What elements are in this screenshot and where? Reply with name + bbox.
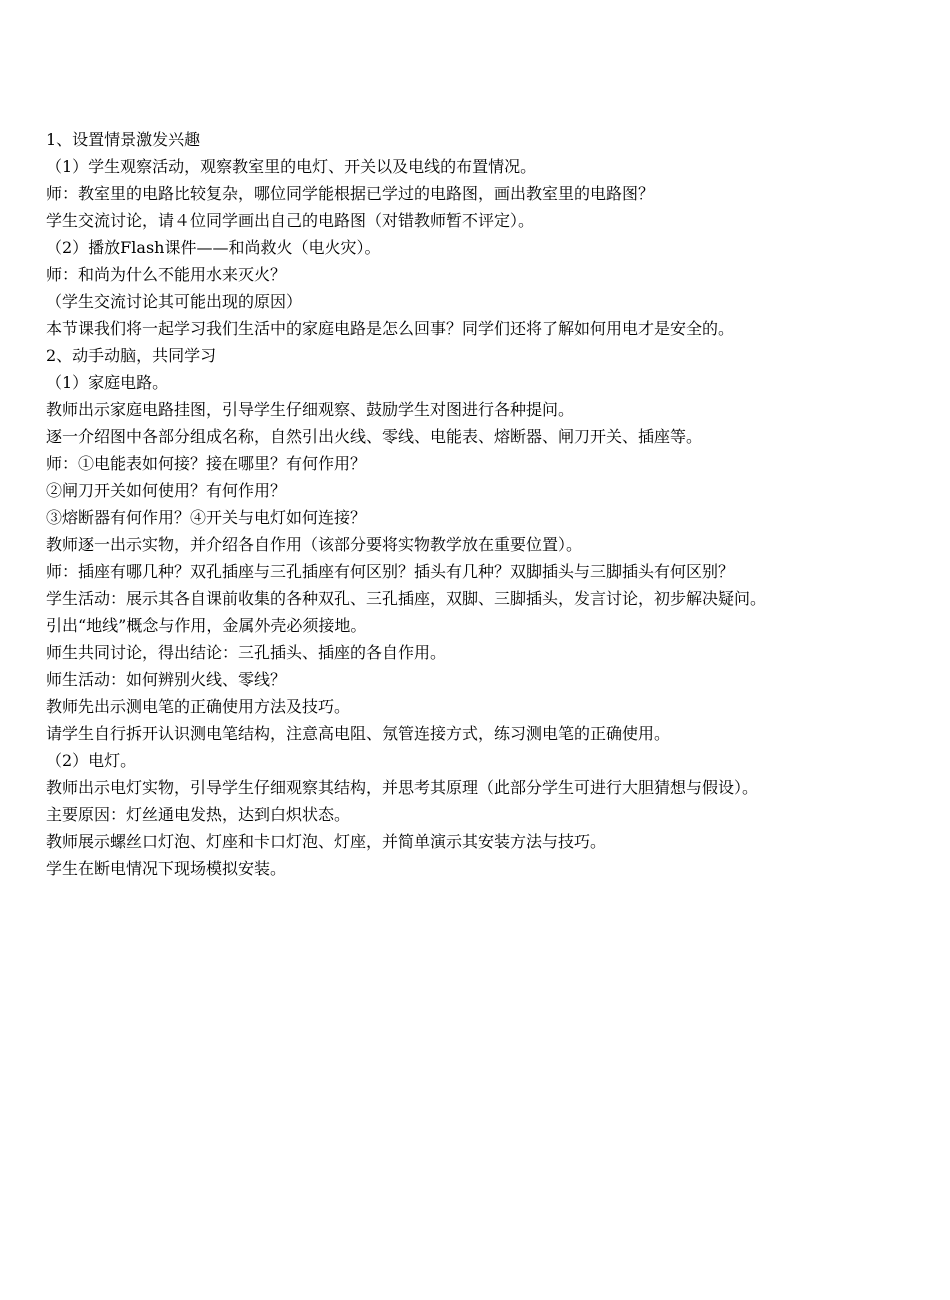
paragraph: 教师出示家庭电路挂图，引导学生仔细观察、鼓励学生对图进行各种提问。: [46, 400, 575, 419]
paragraph: （2）电灯。: [46, 751, 137, 770]
paragraph: 学生交流讨论，请４位同学画出自己的电路图（对错教师暂不评定）。: [46, 211, 535, 230]
paragraph: 学生活动：展示其各自课前收集的各种双孔、三孔插座，双脚、三脚插头，发言讨论，初步解决疑问。: [46, 589, 767, 608]
paragraph: 教师逐一出示实物，并介绍各自作用（该部分要将实物教学放在重要位置）。: [46, 535, 583, 554]
section-heading-1: 1、设置情景激发兴趣: [46, 130, 201, 149]
paragraph: 教师出示电灯实物，引导学生仔细观察其结构，并思考其原理（此部分学生可进行大胆猜想与假设）。: [46, 778, 759, 797]
paragraph: 师：教室里的电路比较复杂，哪位同学能根据已学过的电路图，画出教室里的电路图？: [46, 184, 655, 203]
paragraph: 师：①电能表如何接？接在哪里？有何作用？: [46, 454, 367, 473]
paragraph: 本节课我们将一起学习我们生活中的家庭电路是怎么回事？同学们还将了解如何用电才是安全的。: [46, 319, 735, 338]
document-body: [46, 126, 776, 882]
paragraph: 师：和尚为什么不能用水来灭火？: [46, 265, 287, 284]
paragraph: 主要原因：灯丝通电发热，达到白炽状态。: [46, 805, 351, 824]
paragraph: （学生交流讨论其可能出现的原因）: [46, 292, 303, 311]
section-heading-2: 2、动手动脑，共同学习: [46, 346, 217, 365]
paragraph: 学生在断电情况下现场模拟安装。: [46, 859, 287, 878]
paragraph: 师生活动：如何辨别火线、零线？: [46, 670, 287, 689]
paragraph: （1）家庭电路。: [46, 373, 169, 392]
paragraph: 请学生自行拆开认识测电笔结构，注意高电阻、氖管连接方式，练习测电笔的正确使用。: [46, 724, 671, 743]
paragraph: （2）播放Flash课件——和尚救火（电火灾）。: [46, 238, 381, 257]
paragraph: 师：插座有哪几种？双孔插座与三孔插座有何区别？插头有几种？双脚插头与三脚插头有何区别？: [46, 562, 735, 581]
paragraph: 逐一介绍图中各部分组成名称，自然引出火线、零线、电能表、熔断器、闸刀开关、插座等。: [46, 427, 703, 446]
paragraph: ③熔断器有何作用？④开关与电灯如何连接？: [46, 508, 367, 527]
paragraph: 师生共同讨论，得出结论：三孔插头、插座的各自作用。: [46, 643, 447, 662]
paragraph: 教师先出示测电笔的正确使用方法及技巧。: [46, 697, 351, 716]
paragraph: 教师展示螺丝口灯泡、灯座和卡口灯泡、灯座，并简单演示其安装方法与技巧。: [46, 832, 607, 851]
paragraph: （1）学生观察活动，观察教室里的电灯、开关以及电线的布置情况。: [46, 157, 537, 176]
paragraph: ②闸刀开关如何使用？有何作用？: [46, 481, 287, 500]
paragraph: 引出“地线”概念与作用，金属外壳必须接地。: [46, 616, 367, 635]
